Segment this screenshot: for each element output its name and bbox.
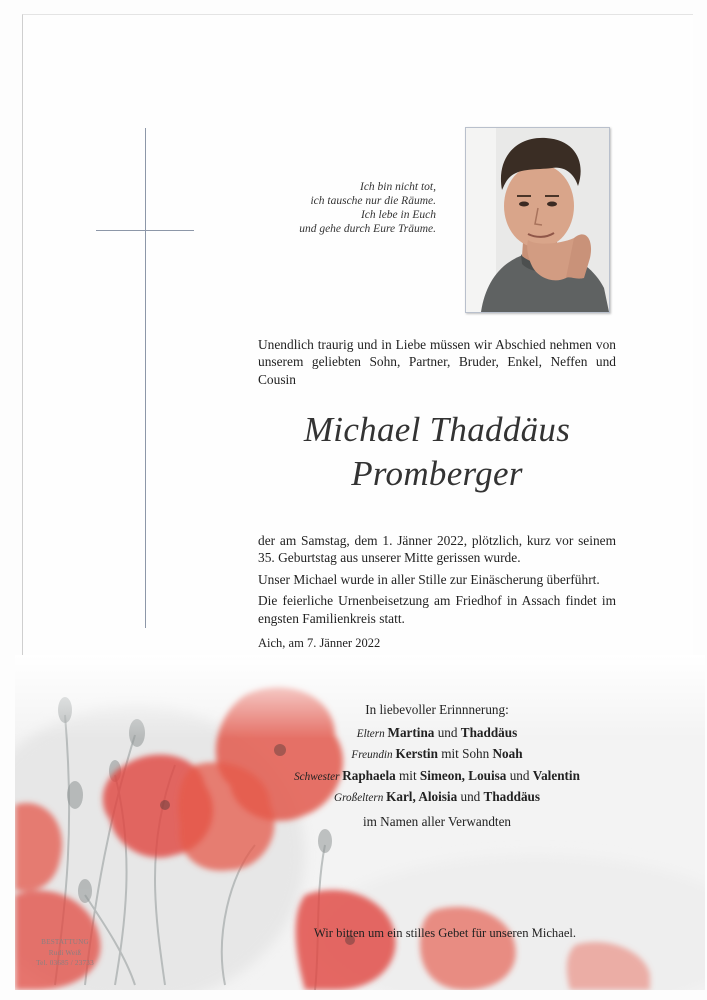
connector: mit [395, 767, 420, 783]
mourner-name: Raphaela [342, 767, 396, 783]
memory-closing: im Namen aller Verwandten [362, 813, 512, 829]
prayer-request: Wir bitten um ein stilles Gebet für unseren Michael. [313, 926, 577, 940]
mourner-row-parents [258, 723, 616, 745]
connector: und [457, 789, 484, 804]
poem-line: Ich bin nicht tot, [359, 181, 436, 193]
memorial-poem [258, 180, 436, 236]
cross-vertical-beam [145, 128, 146, 628]
mourner-name: Kerstin [395, 746, 438, 761]
mourner-name: Martina [387, 724, 435, 740]
mourner-name: Noah [492, 746, 523, 761]
cremation-paragraph: Unser Michael wurde in aller Stille zur Einäscherung überführt. [258, 571, 600, 587]
poem-line: ich tausche nur die Räume. [310, 195, 436, 207]
intro-text: Unendlich traurig und in Liebe müssen wir Abschied nehmen von unserem geliebten Sohn, Partner, Bruder, Enkel, Neffen und Cousin [258, 337, 616, 387]
mourner-name: Simeon, Louisa [419, 767, 507, 783]
relation-label: Eltern [356, 727, 388, 740]
mourner-row-sister [258, 766, 616, 788]
relation-label: Schwester [294, 770, 343, 783]
mourner-row-grandparents [258, 787, 616, 809]
memory-heading: In liebevoller Erinnnerung: [365, 702, 509, 717]
relation-label: Großeltern [333, 792, 387, 804]
poem-line: und gehe durch Eure Träume. [299, 223, 436, 235]
death-notice-paragraph: der am Samstag, dem 1. Jänner 2022, plötzlich, kurz vor seinem 35. Geburtstag aus unserer Mitte gerissen wurde. [258, 533, 616, 566]
mourner-row-partner [258, 744, 616, 766]
poem-line: Ich lebe in Euch [360, 209, 436, 221]
deceased-name [258, 408, 616, 496]
undertaker-stamp [36, 937, 94, 969]
cross-horizontal-beam [96, 230, 194, 231]
undertaker-name: Rudi Weiß [48, 948, 82, 957]
deceased-last-name: Promberger [351, 454, 523, 493]
mourner-name: Karl, Aloisia [386, 789, 458, 804]
undertaker-title: BESTATTUNG [41, 938, 89, 946]
connector: und [506, 767, 533, 783]
mourners-list [258, 700, 616, 831]
obituary-details [258, 532, 616, 656]
burial-paragraph: Die feierliche Urnenbeisetzung am Friedhof in Assach findet im engsten Familienkreis statt. [258, 593, 616, 626]
mourner-name: Thaddäus [460, 724, 518, 740]
mourner-name: Thaddäus [483, 789, 540, 804]
portrait-photo [465, 127, 610, 313]
connector: und [434, 724, 461, 740]
undertaker-phone: Tel. 03685 / 23733 [36, 959, 94, 967]
mourner-name: Valentin [532, 767, 580, 783]
connector: mit Sohn [437, 746, 493, 761]
portrait-icon [466, 128, 609, 312]
relation-label: Freundin [351, 749, 396, 761]
deceased-first-names: Michael Thaddäus [303, 410, 571, 449]
place-date: Aich, am 7. Jänner 2022 [258, 636, 381, 651]
